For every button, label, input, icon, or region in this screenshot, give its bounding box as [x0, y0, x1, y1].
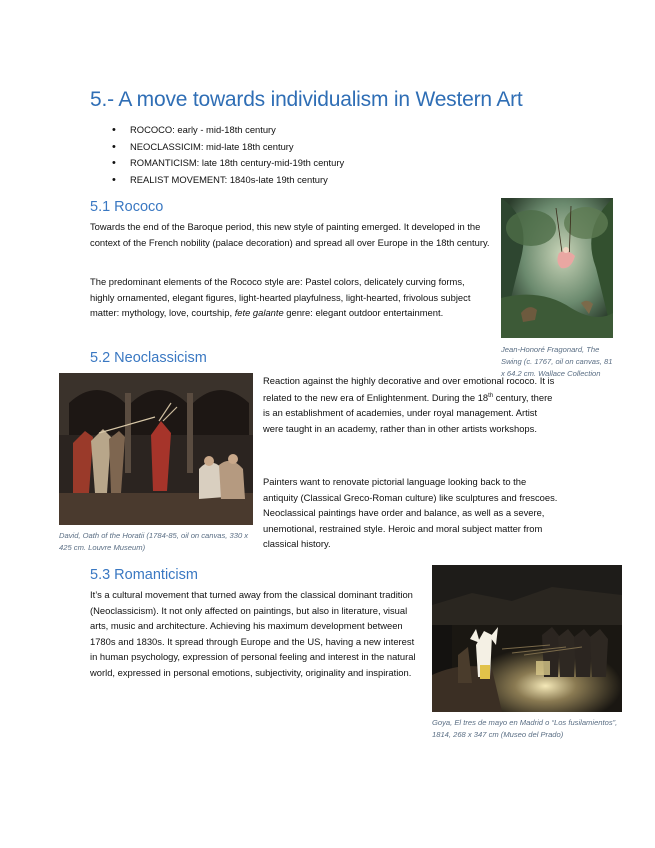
romanticism-heading: 5.3 Romanticism — [90, 567, 198, 583]
david-caption: David, Oath of the Horatii (1784-85, oil on canvas, 330 x 425 cm. Louvre Museum) — [59, 531, 249, 552]
fragonard-caption: Jean-Honoré Fragonard, The Swing (c. 1767, oil on canvas, 81 x 64.2 cm. Wallace Collection — [501, 345, 613, 378]
david-horatii-painting — [59, 373, 253, 525]
goya-third-of-may-painting — [432, 565, 622, 712]
romanticism-paragraph-1: It’s a cultural movement that turned away from the classical dominant tradition (Neoclassicism). It not only affected on paintings, but also in literature, visual arts, music and architecture. Achieving his maximum development between 1780s and 1830s. It spread through Europe and the US, having a new interest in human psychology, expression of personal feeling and interest in the natural world, expressed in personal emotions, subjectivity, originality and inspiration. — [90, 589, 416, 678]
list-item: • ROMANTICISM: late 18th century-mid-19th century — [112, 155, 532, 172]
list-item: • NEOCLASSICIM: mid-late 18th century — [112, 139, 532, 156]
rococo-paragraph-1: Towards the end of the Baroque period, this new style of painting emerged. It developed in the context of the French nobility (palace decoration) and spread all over Europe in the 18th century. — [90, 221, 490, 248]
page-title: 5.- A move towards individualism in Western Art — [90, 88, 523, 111]
list-item: • REALIST MOVEMENT: 1840s-late 19th century — [112, 172, 532, 189]
rococo-heading: 5.1 Rococo — [90, 199, 164, 215]
neoclassicism-heading: 5.2 Neoclassicism — [90, 350, 207, 366]
fete-galante-term: fete galante — [234, 307, 284, 319]
neoclassicism-paragraph-1: Reaction against the highly decorative and over emotional rococo. It is related to the new era of Enlightenment. During the 18th century, there is an establishment of academies, under royal management. Artist were taught in an academy, rather than in other artists workshops. — [263, 375, 555, 434]
rococo-paragraph-2: The predominant elements of the Rococo style are: Pastel colors, delicately curving forms, highly ornamented, elegant figures, light-hearted playfulness, light-hearted, frivolous subject matter: mythology, love, courtship, fete galante genre: elegant outdoor entertainment. — [90, 276, 471, 319]
list-item: • ROCOCO: early - mid-18th century — [112, 122, 532, 139]
neoclassicism-paragraph-2: Painters want to renovate pictorial language looking back to the antiquity (Classical Greco-Roman culture) like sculptures and frescoes. Neoclassical paintings have order and balance, as well as a severe, unemotional, restrained style. Heroic and moral subject matter from classical history. — [263, 476, 558, 550]
fragonard-swing-painting — [501, 198, 613, 338]
movement-list — [112, 122, 532, 188]
goya-caption: Goya, El tres de mayo en Madrid o “Los fusilamientos”, 1814, 268 x 347 cm (Museo del Prado) — [432, 718, 618, 739]
